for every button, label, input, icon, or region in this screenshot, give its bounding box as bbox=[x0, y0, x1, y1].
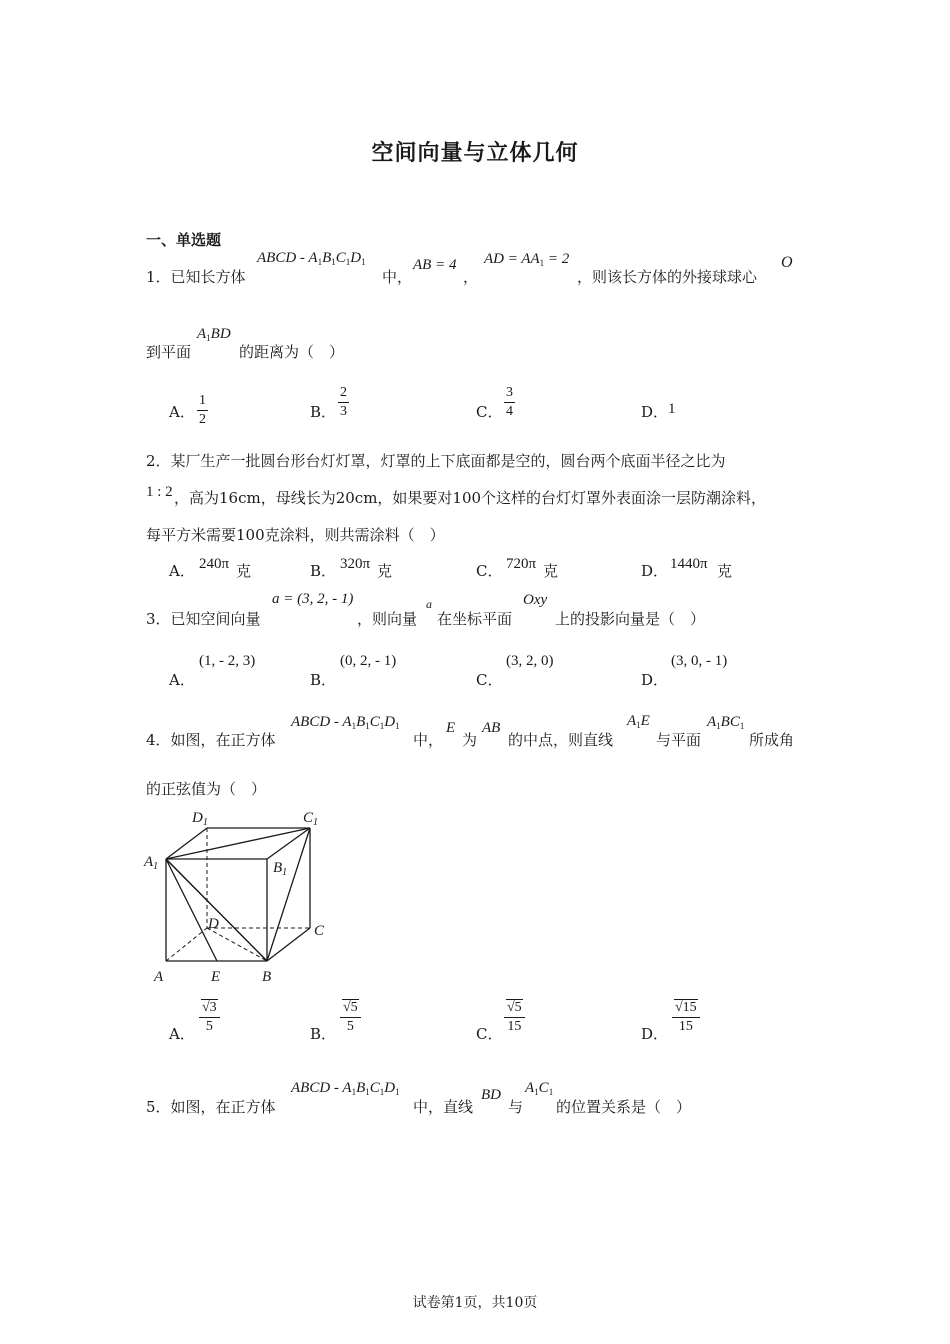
q4-line-2: 的正弦值为（ ） bbox=[146, 780, 267, 798]
q4-ab: AB bbox=[482, 720, 501, 736]
q2-option-d-label[interactable]: D． bbox=[641, 562, 669, 580]
q4-e: E bbox=[446, 720, 456, 736]
q3-a: a bbox=[426, 597, 432, 611]
q3-option-d-value[interactable]: (3, 0, - 1) bbox=[671, 653, 728, 669]
q4-option-b-value[interactable]: √5 5 bbox=[340, 1000, 361, 1035]
diag-bc1 bbox=[267, 828, 310, 961]
q1-option-c-label[interactable]: C． bbox=[476, 403, 503, 421]
label-b: B bbox=[262, 969, 272, 985]
q2-option-d-value[interactable]: 1440π bbox=[670, 556, 708, 572]
q1-option-b-label[interactable]: B． bbox=[310, 403, 337, 421]
q4-a1e: $A_1E$ bbox=[627, 713, 650, 730]
q3-option-b-label[interactable]: B． bbox=[310, 671, 337, 689]
q5-text: 5．如图，在正方体 bbox=[146, 1098, 276, 1116]
q1-text: ，则该长方体的外接球球心 bbox=[577, 268, 758, 286]
q4-option-d-label[interactable]: D． bbox=[641, 1025, 669, 1043]
label-a1: $A_1$ bbox=[144, 854, 159, 872]
q1-option-b-value[interactable]: 2 3 bbox=[340, 385, 347, 419]
q2-option-c-unit: 克 bbox=[543, 562, 559, 580]
q3-oxy: Oxy bbox=[523, 592, 548, 608]
q1-text: 到平面 bbox=[146, 343, 192, 361]
q2-option-a-value[interactable]: 240π bbox=[199, 556, 230, 572]
label-d1: $D_1$ bbox=[192, 810, 208, 828]
q1-o: O bbox=[781, 254, 793, 271]
line-a1e bbox=[166, 859, 217, 961]
q1-text: 1．已知长方体 bbox=[146, 268, 246, 286]
edge-ad bbox=[166, 928, 207, 961]
edge-bc bbox=[267, 928, 310, 961]
q1-option-c-value[interactable]: 3 4 bbox=[506, 385, 513, 419]
q4-text: 中， bbox=[413, 731, 444, 749]
diag-db bbox=[207, 928, 267, 961]
q5-bd: BD bbox=[481, 1087, 501, 1103]
q2-line-2: ，高为16cm，母线长为20cm，如果要对100个这样的台灯灯罩外表面涂一层防潮涂料， bbox=[174, 489, 767, 507]
q5-text: 的位置关系是（ ） bbox=[556, 1098, 692, 1116]
q1-ad: AD = $AA_1 = 2$ bbox=[484, 251, 570, 268]
q3-option-b-value[interactable]: (0, 2, - 1) bbox=[340, 653, 397, 669]
q1-plane: $A_1BD$ bbox=[197, 326, 231, 343]
q2-option-a-label[interactable]: A． bbox=[169, 562, 195, 580]
q1-option-a-value[interactable]: 1 2 bbox=[199, 393, 206, 427]
q4-option-a-value[interactable]: √3 5 bbox=[199, 1000, 220, 1035]
q3-option-d-label[interactable]: D． bbox=[641, 671, 669, 689]
q2-option-b-value[interactable]: 320π bbox=[340, 556, 371, 572]
q1-solid: ABCD - $A_1B_1C_1D_1$ bbox=[257, 250, 366, 267]
q4-option-c-label[interactable]: C． bbox=[476, 1025, 503, 1043]
q3-option-a-value[interactable]: (1, - 2, 3) bbox=[199, 653, 256, 669]
label-b1: $B_1$ bbox=[273, 860, 288, 878]
q4-plane: $A_1BC_1$ bbox=[707, 714, 745, 731]
q2-line-3: 每平方米需要100克涂料，则共需涂料（ ） bbox=[146, 526, 445, 544]
q5-text: 与 bbox=[508, 1098, 524, 1116]
q1-text: 中， bbox=[382, 268, 413, 286]
q4-option-b-label[interactable]: B． bbox=[310, 1025, 337, 1043]
label-e: E bbox=[211, 969, 221, 985]
q4-option-d-value[interactable]: √15 15 bbox=[672, 1000, 700, 1035]
q2-option-c-value[interactable]: 720π bbox=[506, 556, 537, 572]
q2-option-b-unit: 克 bbox=[377, 562, 393, 580]
q3-text: 3．已知空间向量 bbox=[146, 610, 261, 628]
q1-text: ， bbox=[463, 268, 479, 286]
label-d: D bbox=[208, 916, 219, 932]
q2-option-b-label[interactable]: B． bbox=[310, 562, 337, 580]
q4-option-c-value[interactable]: √5 15 bbox=[504, 1000, 525, 1035]
q2-option-a-unit: 克 bbox=[236, 562, 252, 580]
q4-text: 为 bbox=[462, 731, 478, 749]
q4-text: 与平面 bbox=[656, 731, 702, 749]
q3-option-a-label[interactable]: A． bbox=[169, 671, 195, 689]
label-c1: $C_1$ bbox=[303, 810, 319, 828]
page-footer: 试卷第1页，共10页 bbox=[412, 1295, 538, 1311]
q2-ratio: 1 : 2 bbox=[146, 484, 173, 500]
q5-text: 中，直线 bbox=[413, 1098, 474, 1116]
q1-ab: AB = 4 bbox=[413, 257, 457, 273]
q4-solid: ABCD - $A_1B_1C_1D_1$ bbox=[291, 714, 400, 731]
q1-option-d-label[interactable]: D． bbox=[641, 403, 669, 421]
q3-text: 上的投影向量是（ ） bbox=[555, 610, 706, 628]
q1-text: 的距离为（ ） bbox=[239, 343, 345, 361]
cube-figure bbox=[140, 802, 340, 987]
label-c: C bbox=[314, 923, 325, 939]
q4-text: 的中点，则直线 bbox=[508, 731, 614, 749]
page-title: 空间向量与立体几何 bbox=[371, 140, 579, 166]
q4-text: 4．如图，在正方体 bbox=[146, 731, 276, 749]
q4-option-a-label[interactable]: A． bbox=[169, 1025, 195, 1043]
q2-option-c-label[interactable]: C． bbox=[476, 562, 503, 580]
q5-a1c1: $A_1C_1$ bbox=[525, 1080, 554, 1097]
q3-option-c-value[interactable]: (3, 2, 0) bbox=[506, 653, 554, 669]
label-a: A bbox=[154, 969, 164, 985]
q1-option-d-value[interactable]: 1 bbox=[668, 401, 676, 417]
q5-solid: ABCD - $A_1B_1C_1D_1$ bbox=[291, 1080, 400, 1097]
section-heading: 一、单选题 bbox=[146, 231, 222, 249]
q2-line-1: 2．某厂生产一批圆台形台灯灯罩，灯罩的上下底面都是空的，圆台两个底面半径之比为 bbox=[146, 452, 726, 470]
q2-option-d-unit: 克 bbox=[717, 562, 733, 580]
q3-vector: a = (3, 2, - 1) bbox=[272, 591, 354, 607]
q1-option-a-label[interactable]: A． bbox=[169, 403, 195, 421]
q3-option-c-label[interactable]: C． bbox=[476, 671, 503, 689]
q3-text: ，则向量 bbox=[357, 610, 418, 628]
q4-text: 所成角 bbox=[749, 731, 795, 749]
q3-text: 在坐标平面 bbox=[437, 610, 513, 628]
